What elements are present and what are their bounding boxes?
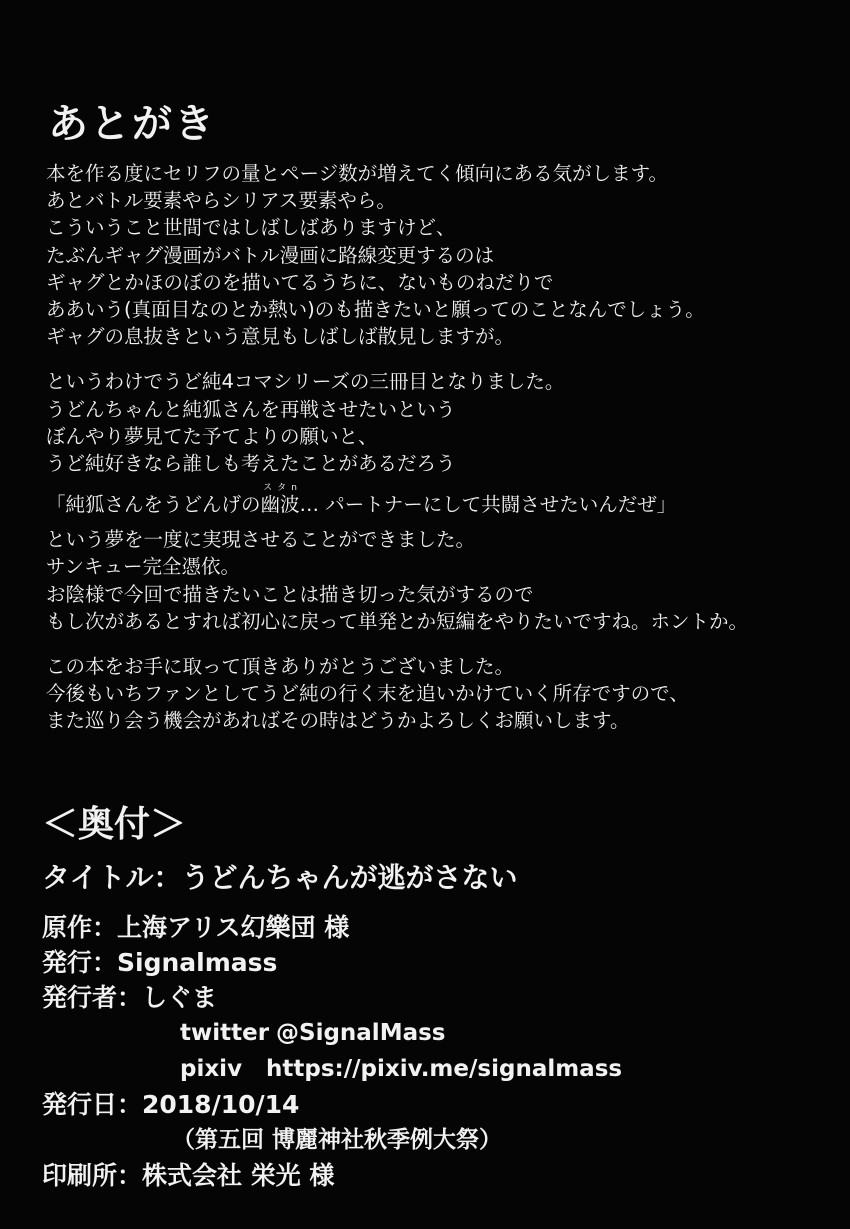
- text-line: こういうこと世間ではしばしばありますけど、: [46, 216, 456, 240]
- quote-after: … パートナーにして共闘させたいんだぜ」: [299, 493, 677, 517]
- text-line: ぼんやり夢見てた予てよりの願いと、: [46, 424, 378, 448]
- afterword-paragraph: [46, 368, 836, 477]
- twitter-label: twitter: [180, 1020, 270, 1046]
- text-line: たぶんギャグ漫画がバトル漫画に路線変更するのは: [46, 243, 495, 267]
- text-line: また巡り会う機会があればその時はどうかよろしくお願いします。: [46, 709, 630, 733]
- quote-line: [46, 483, 836, 522]
- afterword-paragraph: [46, 653, 836, 735]
- colophon-title: タイトル：うどんちゃんが逃がさない: [42, 861, 518, 894]
- pixiv-label: pixiv: [180, 1056, 243, 1082]
- twitter-handle: @SignalMass: [276, 1020, 446, 1046]
- text-line: 今後もいちファンとしてうど純の行く末を追いかけていく所存ですので、: [46, 682, 689, 706]
- text-line: というわけでうど純4コマシリーズの三冊目となりました。: [46, 370, 565, 394]
- ruby-word: [260, 483, 300, 517]
- text-line: という夢を一度に実現させることができました。: [46, 528, 476, 552]
- colophon-heading: ＜奥付＞: [42, 804, 187, 845]
- colophon-publisher: 発行：Signalmass: [42, 948, 278, 977]
- colophon-original: 原作：上海アリス幻樂団 様: [42, 913, 350, 942]
- text-line: 本を作る度にセリフの量とページ数が増えてく傾向にある気がします。: [46, 162, 669, 185]
- colophon-twitter: [42, 1015, 832, 1051]
- afterword-heading: あとがき: [48, 101, 216, 147]
- colophon-printer: 印刷所：株式会社 栄光 様: [42, 1161, 335, 1190]
- pixiv-url: https://pixiv.me/signalmass: [266, 1056, 623, 1082]
- afterword-paragraph: [46, 160, 836, 350]
- afterword-body: [46, 160, 836, 753]
- text-line: あとバトル要素やらシリアス要素やら。: [46, 189, 396, 213]
- text-line: うどんちゃんと純狐さんを再戦させたいという: [46, 397, 456, 421]
- colophon-date: 発行日：2018/10/14: [42, 1090, 300, 1119]
- text-line: サンキュー完全憑依。: [46, 555, 241, 579]
- text-line: ギャグの息抜きという意見もしばしば散見しますが。: [46, 325, 515, 349]
- text-line: ああいう(真面目なのとか熱い)のも描きたいと願ってのことなんでしょう。: [46, 298, 705, 322]
- quote-before: 「純狐さんをうどんげの: [46, 493, 261, 517]
- colophon-pixiv: [42, 1051, 832, 1087]
- text-line: この本をお手に取って頂きありがとうございました。: [46, 655, 515, 679]
- text-line: お陰様で今回で描きたいことは描き切った気がするので: [46, 582, 534, 606]
- colophon-event: （第五回 博麗神社秋季例大祭）: [172, 1127, 503, 1153]
- ruby-reading: スタn: [260, 483, 300, 494]
- text-line: もし次があるとすれば初心に戻って単発とか短編をやりたいですね。ホントか。: [46, 609, 749, 633]
- text-line: ギャグとかほのぼのを描いてるうちに、ないものねだりで: [46, 270, 554, 294]
- ruby-base: 幽波: [260, 493, 300, 517]
- colophon-publisher-person: 発行者：しぐま: [42, 983, 218, 1012]
- text-line: うど純好きなら誰しも考えたことがあるだろう: [46, 452, 456, 476]
- afterword-paragraph: [46, 526, 836, 635]
- colophon: [42, 800, 832, 1193]
